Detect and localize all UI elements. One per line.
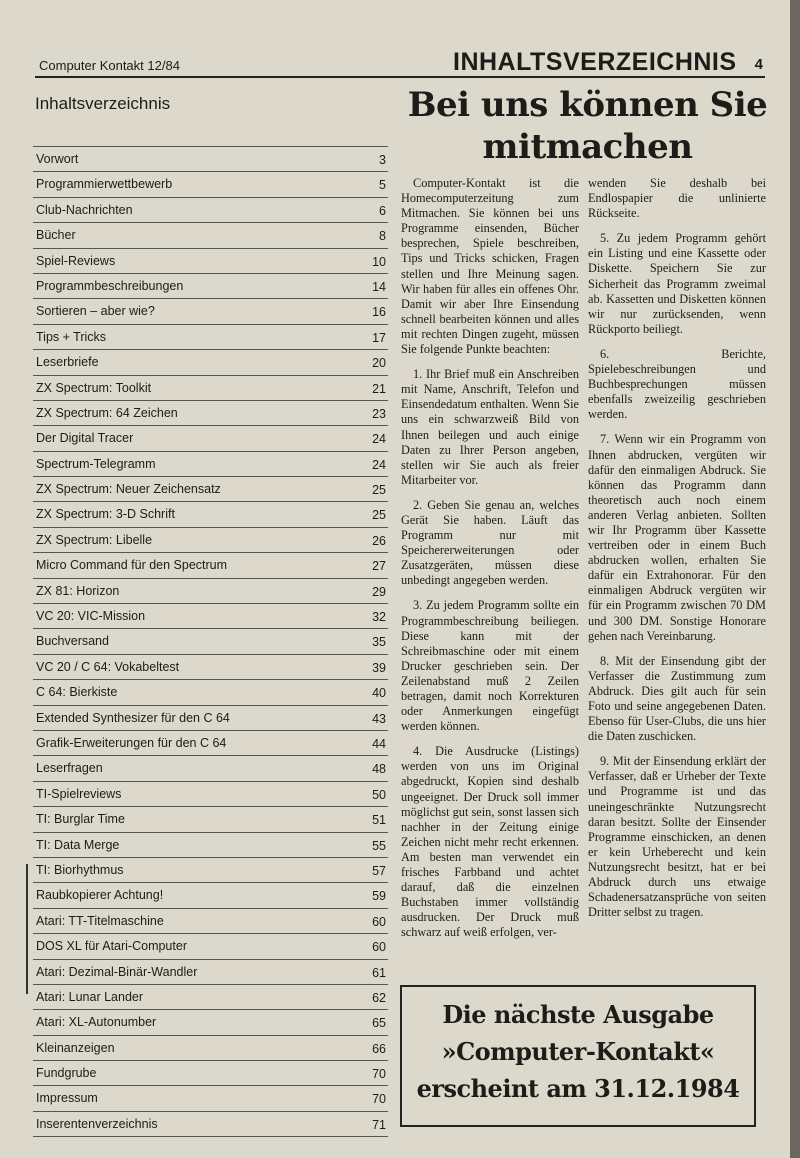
- toc-entry-page: 44: [372, 736, 386, 751]
- toc-entry-page: 60: [372, 914, 386, 929]
- toc-entry: [33, 553, 388, 578]
- toc-entry: [33, 706, 388, 731]
- toc-entry: [33, 477, 388, 502]
- toc-entry-title: VC 20: VIC-Mission: [36, 609, 146, 624]
- toc-entry-page: 23: [372, 406, 386, 421]
- toc-entry-title: ZX Spectrum: 64 Zeichen: [36, 405, 178, 420]
- atari-bracket-mark: [26, 864, 28, 994]
- toc-entry-page: 32: [372, 610, 386, 625]
- toc-entry-page: 48: [372, 762, 386, 777]
- toc-entry-page: 17: [372, 330, 386, 345]
- toc-entry: [33, 985, 388, 1010]
- paragraph: 4. Die Ausdrucke (Listings) werden von uns im Original abgedruckt, Kopien sind deshalb ungeeignet. Der Druck soll immer möglichst gut sein, sonst lassen sich nachher in der Zeitung einige Zeichen nicht mehr recht erkennen. Am besten man verwendet ein frisches Farbband und achtet darauf, daß die einzelnen Buchstaben immer vollständig ausdrucken. Der Druck muß schwarz auf weiß erfolgen, ver-: [401, 744, 579, 940]
- toc-entry: [33, 350, 388, 375]
- toc-entry: [33, 629, 388, 654]
- toc-entry: [33, 528, 388, 553]
- toc-entry-page: 51: [372, 813, 386, 828]
- toc-entry-title: Bücher: [36, 228, 76, 243]
- toc-entry: [33, 858, 388, 883]
- toc-entry-page: 27: [372, 559, 386, 574]
- toc-entry: [33, 249, 388, 274]
- page-number: 4: [754, 56, 763, 73]
- toc-entry-title: DOS XL für Atari-Computer: [36, 939, 187, 954]
- article-column-1: [401, 176, 579, 951]
- toc-entry-title: C 64: Bierkiste: [36, 685, 118, 700]
- article-column-2: [588, 176, 766, 930]
- toc-entry-title: Atari: Dezimal-Binär-Wandler: [36, 964, 198, 979]
- toc-entry: [33, 299, 388, 324]
- toc-entry-title: Atari: TT-Titelmaschine: [36, 913, 164, 928]
- toc-entry-page: 24: [372, 432, 386, 447]
- table-of-contents: [33, 146, 388, 1137]
- toc-entry: [33, 833, 388, 858]
- toc-entry-page: 70: [372, 1092, 386, 1107]
- paragraph: 6. Berichte, Spielebeschreibungen und Buchbesprechungen müssen ebenfalls zweizeilig geschrieben werden.: [588, 346, 766, 422]
- toc-entry-title: ZX Spectrum: 3-D Schrift: [36, 507, 175, 522]
- toc-entry-title: ZX Spectrum: Libelle: [36, 532, 153, 547]
- toc-entry-title: TI: Biorhythmus: [36, 862, 124, 877]
- toc-entry-title: Fundgrube: [36, 1066, 97, 1081]
- toc-entry: [33, 731, 388, 756]
- toc-entry: [33, 1010, 388, 1035]
- toc-entry-title: VC 20 / C 64: Vokabeltest: [36, 659, 180, 674]
- toc-entry: [33, 960, 388, 985]
- toc-entry: [33, 198, 388, 223]
- next-issue-line-2: »Computer-Kontakt«: [441, 1037, 715, 1066]
- toc-entry: [33, 680, 388, 705]
- toc-entry-page: 57: [372, 863, 386, 878]
- toc-heading: Inhaltsverzeichnis: [35, 94, 171, 113]
- toc-entry: [33, 401, 388, 426]
- toc-entry: [33, 883, 388, 908]
- toc-entry-title: Tips + Tricks: [36, 329, 107, 344]
- toc-entry-title: TI-Spielreviews: [36, 786, 122, 801]
- toc-entry-title: ZX 81: Horizon: [36, 583, 120, 598]
- next-issue-line-3: erscheint am 31.12.1984: [416, 1074, 740, 1103]
- toc-entry-title: Leserbriefe: [36, 355, 99, 370]
- toc-entry-page: 55: [372, 838, 386, 853]
- toc-entry-title: Vorwort: [36, 152, 79, 166]
- toc-entry-title: Programmierwettbewerb: [36, 177, 173, 192]
- toc-entry-page: 3: [379, 153, 386, 167]
- toc-entry-page: 50: [372, 787, 386, 802]
- toc-entry-page: 40: [372, 686, 386, 701]
- toc-entry-title: Der Digital Tracer: [36, 431, 134, 446]
- toc-entry: [33, 756, 388, 781]
- toc-entry-page: 65: [372, 1016, 386, 1031]
- next-issue-line-1: Die nächste Ausgabe: [442, 1000, 714, 1029]
- toc-entry-title: TI: Burglar Time: [36, 812, 125, 827]
- toc-entry: [33, 1061, 388, 1086]
- toc-entry-page: 16: [372, 305, 386, 320]
- headline-line-2: mitmachen: [482, 127, 693, 167]
- toc-entry-title: Inserentenverzeichnis: [36, 1116, 158, 1131]
- toc-entry-page: 25: [372, 508, 386, 523]
- toc-entry-page: 70: [372, 1067, 386, 1082]
- toc-entry-page: 5: [379, 178, 386, 193]
- toc-entry: [33, 325, 388, 350]
- toc-entry-page: 29: [372, 584, 386, 599]
- paragraph: Computer-Kontakt ist die Homecomputerzeitung zum Mitmachen. Sie können bei uns Programme einsenden, Bücher besprechen, Spiele beschreiben, Tips und Tricks schicken, Fragen stellen und Ihre Meinung sagen. Wir haben für alles ein offenes Ohr. Damit wir aber Ihre Einsendung schnell bearbeiten können und alles mit rechten Dingen zugeht, müssen Sie folgende Punkte beachten:: [401, 176, 579, 357]
- next-issue-box: [400, 985, 756, 1127]
- paragraph: 2. Geben Sie genau an, welches Gerät Sie haben. Läuft das Programm nur mit Speichererweiterungen oder Zusatzgeräten, müssen diese unbedingt angegeben werden.: [401, 497, 579, 588]
- toc-entry-title: Impressum: [36, 1091, 98, 1106]
- paragraph: 3. Zu jedem Programm sollte ein Programmbeschreibung beiliegen. Diese kann mit der Schreibmaschine oder mit einem Drucker geschrieben sein. Der Zeilenabstand muß 2 Zeilen betragen, damit noch Korrekturen oder Anmerkungen eingefügt werden können.: [401, 598, 579, 734]
- toc-entry-title: Micro Command für den Spectrum: [36, 558, 228, 573]
- toc-entry: [33, 376, 388, 401]
- paragraph: wenden Sie deshalb bei Endlospapier die unlinierte Rückseite.: [588, 176, 766, 221]
- toc-entry-title: Atari: XL-Autonumber: [36, 1015, 157, 1030]
- toc-entry-page: 14: [372, 279, 386, 294]
- toc-entry-title: TI: Data Merge: [36, 837, 120, 852]
- toc-entry-page: 71: [372, 1117, 386, 1132]
- paragraph: 8. Mit der Einsendung gibt der Verfasser die Zustimmung zum Abdruck. Dies gilt auch für sein Foto und seine angegebenen Daten. Ebenso für User-Clubs, die uns hier die Daten zuschicken.: [588, 653, 766, 744]
- toc-entry-title: Grafik-Erweiterungen für den C 64: [36, 735, 227, 750]
- toc-entry-page: 20: [372, 356, 386, 371]
- toc-entry-title: Sortieren – aber wie?: [36, 304, 155, 319]
- toc-entry: [33, 807, 388, 832]
- page-header: [35, 48, 765, 78]
- toc-entry-title: Extended Synthesizer für den C 64: [36, 710, 230, 725]
- toc-entry-title: ZX Spectrum: Neuer Zeichensatz: [36, 482, 221, 497]
- paragraph: 5. Zu jedem Programm gehört ein Listing und eine Kassette oder Diskette. Speichern Sie zur Sicherheit das Programm zweimal ab. Kassetten und Disketten können wir nur zurücksenden, wenn Rückporto beiliegt.: [588, 231, 766, 336]
- toc-entry-page: 35: [372, 635, 386, 650]
- toc-entry-page: 62: [372, 990, 386, 1005]
- toc-entry-page: 61: [372, 965, 386, 980]
- toc-entry-title: Club-Nachrichten: [36, 202, 133, 217]
- toc-entry: [33, 452, 388, 477]
- toc-entry-title: Programmbeschreibungen: [36, 278, 184, 293]
- article-headline: [405, 84, 770, 168]
- toc-entry-page: 25: [372, 483, 386, 498]
- toc-entry-page: 24: [372, 457, 386, 472]
- toc-entry: [33, 223, 388, 248]
- paragraph: 1. Ihr Brief muß ein Anschreiben mit Name, Anschrift, Telefon und Einsendedatum enthalten. Wenn Sie uns ein schwarzweiß Bild von Ihnen beilegen und auch einige Daten zu Ihrer Person angeben, stellen wir Sie auch als freier Mitarbeiter vor.: [401, 367, 579, 487]
- toc-entry-page: 59: [372, 889, 386, 904]
- toc-entry-page: 10: [372, 254, 386, 269]
- toc-entry: [33, 146, 388, 172]
- toc-entry-page: 8: [379, 229, 386, 244]
- issue-label: Computer Kontakt 12/84: [39, 58, 180, 73]
- toc-entry: [33, 909, 388, 934]
- toc-entry-title: ZX Spectrum: Toolkit: [36, 380, 152, 395]
- page-edge-shadow: [790, 0, 800, 1158]
- toc-entry: [33, 1112, 388, 1137]
- toc-entry: [33, 1036, 388, 1061]
- paragraph: 7. Wenn wir ein Programm von Ihnen abdrucken, vergüten wir dafür den einmaligen Abdruck. Sie können das Programm dann theoretisch auch noch einem anderen Verlag anbieten. Sollten wir Ihr Programm über Kassette vertreiben oder in einem Buch abdrucken wollen, erhalten Sie dafür ein Extrahonorar. Für den einmaligen Abdruck vergüten wir für ein Programm zwischen 70 DM und 300 DM. Sonstige Honorare gehen nach Vereinbarung.: [588, 432, 766, 643]
- toc-entry-title: Buchversand: [36, 634, 109, 649]
- toc-entry: [33, 502, 388, 527]
- toc-entry-title: Kleinanzeigen: [36, 1040, 115, 1055]
- toc-entry: [33, 655, 388, 680]
- toc-entry-page: 39: [372, 660, 386, 675]
- toc-entry-page: 6: [379, 203, 386, 218]
- toc-entry: [33, 426, 388, 451]
- toc-entry-title: Spectrum-Telegramm: [36, 456, 156, 471]
- headline-line-1: Bei uns können Sie: [407, 85, 768, 125]
- toc-entry-page: 66: [372, 1041, 386, 1056]
- toc-entry-title: Leserfragen: [36, 761, 103, 776]
- toc-entry-page: 60: [372, 940, 386, 955]
- toc-entry-page: 26: [372, 533, 386, 548]
- toc-entry: [33, 1086, 388, 1111]
- toc-entry-title: Raubkopierer Achtung!: [36, 888, 164, 903]
- toc-entry: [33, 604, 388, 629]
- toc-entry: [33, 172, 388, 197]
- toc-entry: [33, 579, 388, 604]
- toc-entry-title: Atari: Lunar Lander: [36, 989, 144, 1004]
- toc-entry: [33, 782, 388, 807]
- paragraph: 9. Mit der Einsendung erklärt der Verfasser, daß er Urheber der Texte und Programme ist und das uneingeschränkte Nutzungsrecht daran besitzt. Sollte der Einsender Programme einschicken, an denen er kein Urheberecht und kein Nutzungsrecht besitzt, hat er bei Abdruck durch uns etwaige Schadenersatzansprüche von seiten Dritter selbst zu tragen.: [588, 754, 766, 920]
- toc-entry-page: 43: [372, 711, 386, 726]
- toc-entry: [33, 934, 388, 959]
- toc-entry: [33, 274, 388, 299]
- section-title: INHALTSVERZEICHNIS: [453, 48, 737, 76]
- toc-entry-title: Spiel-Reviews: [36, 253, 116, 268]
- toc-entry-page: 21: [372, 381, 386, 396]
